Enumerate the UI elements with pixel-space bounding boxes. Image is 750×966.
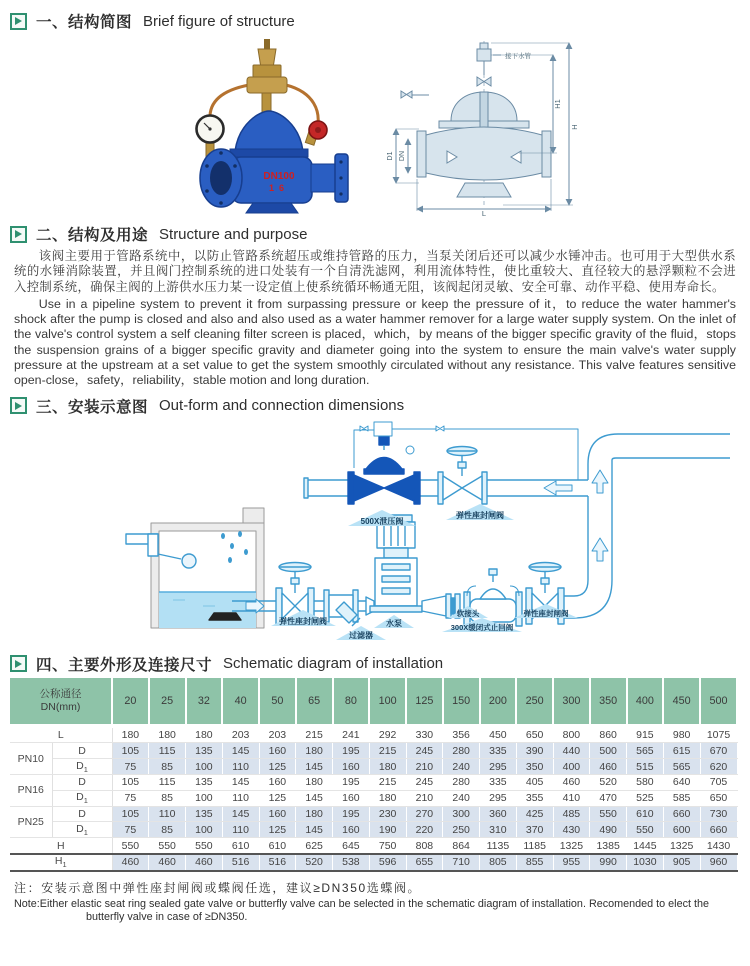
table-cell: 470 bbox=[590, 790, 627, 806]
table-cell: 580 bbox=[627, 775, 664, 791]
diagram-label: 软接头 bbox=[456, 608, 480, 618]
note-zh: 注：安装示意图中弹性座封闸阀或蝶阀任选，建议≥DN350选蝶阀。 bbox=[14, 880, 422, 895]
table-cell: 190 bbox=[369, 822, 406, 838]
table-cell: 800 bbox=[553, 726, 590, 743]
table-cell: 520 bbox=[590, 775, 627, 791]
table-cell: 105 bbox=[112, 806, 149, 822]
table-cell: 670 bbox=[700, 743, 737, 759]
table-row bbox=[10, 822, 737, 838]
table-header-cell: 32 bbox=[186, 678, 223, 726]
table-cell: 110 bbox=[222, 790, 259, 806]
table-cell: 655 bbox=[406, 854, 443, 871]
table-cell: 135 bbox=[186, 775, 223, 791]
main-riser-pipe bbox=[564, 434, 730, 618]
arrow-right-icon bbox=[15, 17, 22, 25]
table-row bbox=[10, 790, 737, 806]
section-2-title-en: Structure and purpose bbox=[159, 225, 308, 243]
table-cell: 75 bbox=[112, 759, 149, 775]
table-header-cell: 200 bbox=[480, 678, 517, 726]
section-2-header bbox=[10, 223, 738, 245]
table-cell: 650 bbox=[516, 726, 553, 743]
table-header-cell: 20 bbox=[112, 678, 149, 726]
flow-arrow-up-icon bbox=[592, 538, 608, 561]
table-cell: 115 bbox=[149, 775, 186, 791]
table-cell: 100 bbox=[186, 759, 223, 775]
red-handwheel-valve bbox=[305, 121, 327, 145]
table-cell: 210 bbox=[406, 759, 443, 775]
arrow-right-icon bbox=[15, 660, 22, 668]
installation-diagram-wrap bbox=[10, 420, 738, 651]
table-cell: 180 bbox=[112, 726, 149, 743]
section-bullet-icon bbox=[10, 397, 27, 414]
table-cell: 110 bbox=[222, 822, 259, 838]
pressure-group-cell: PN10 bbox=[10, 743, 52, 775]
table-cell: 105 bbox=[112, 743, 149, 759]
valve-base bbox=[246, 203, 298, 213]
valve-marking-dn: DN100 bbox=[263, 171, 295, 182]
param-label-cell: $D_1$ bbox=[52, 822, 112, 838]
row-label-cell: H bbox=[10, 838, 112, 854]
section-1-header bbox=[10, 10, 738, 32]
water bbox=[159, 592, 256, 628]
table-cell: 600 bbox=[663, 822, 700, 838]
drain-connection bbox=[477, 43, 501, 75]
table-row bbox=[10, 726, 737, 743]
table-corner-cell: 公称通径 DN(mm) bbox=[10, 678, 112, 726]
table-cell: 370 bbox=[516, 822, 553, 838]
purpose-paragraph-zh: 该阀主要用于管路系统中，以防止管路系统超压或维持管路的压力，当泵关闭后还可以减少水锤冲击。也可用于大型供水系统的水锤消除装置，并且阀门控制系统的进口处装有一个自清洗滤网，利用流体特性，使比重较大、直径较大的悬浮颗粒不会进入控制系统，确保主阀的上游供水压力某一设定值上使系统循环畅通无阻，该阀起闭灵敏、安全可靠、动作平稳、使用寿命长。 bbox=[14, 249, 736, 294]
row-label-cell: L bbox=[10, 726, 112, 743]
table-cell: 550 bbox=[186, 838, 223, 854]
table-cell: 160 bbox=[259, 806, 296, 822]
table-cell: 1325 bbox=[553, 838, 590, 854]
table-cell: 660 bbox=[700, 822, 737, 838]
table-cell: 125 bbox=[259, 759, 296, 775]
row-label-cell: $H_1$ bbox=[10, 854, 112, 871]
table-cell: 1030 bbox=[627, 854, 664, 871]
table-cell: 596 bbox=[369, 854, 406, 871]
table-cell: 525 bbox=[627, 790, 664, 806]
table-cell: 350 bbox=[516, 759, 553, 775]
table-cell: 550 bbox=[149, 838, 186, 854]
table-cell: 245 bbox=[406, 743, 443, 759]
table-cell: 160 bbox=[333, 790, 370, 806]
flow-arrow-left-icon bbox=[544, 481, 572, 495]
section-bullet-icon bbox=[10, 655, 27, 672]
table-cell: 250 bbox=[443, 822, 480, 838]
table-cell: 215 bbox=[369, 743, 406, 759]
table-cell: 145 bbox=[222, 775, 259, 791]
arrow-right-icon bbox=[15, 402, 22, 410]
diagram-label: 过滤器 bbox=[349, 630, 373, 640]
diagram-label: 弹性座封闸阀 bbox=[279, 616, 327, 626]
table-cell: 160 bbox=[259, 743, 296, 759]
table-cell: 515 bbox=[627, 759, 664, 775]
dim-h-label: H bbox=[570, 124, 579, 130]
table-cell: 410 bbox=[553, 790, 590, 806]
param-label-cell: D bbox=[52, 743, 112, 759]
table-cell: 270 bbox=[406, 806, 443, 822]
table-cell: 180 bbox=[296, 806, 333, 822]
table-cell: 990 bbox=[590, 854, 627, 871]
param-label-cell: D bbox=[52, 775, 112, 791]
table-header-cell: 100 bbox=[369, 678, 406, 726]
valve-sectional-drawing bbox=[387, 35, 583, 217]
table-cell: 400 bbox=[553, 759, 590, 775]
table-row bbox=[10, 806, 737, 822]
diagram-label: 水泵 bbox=[386, 618, 402, 628]
table-header-cell: 65 bbox=[296, 678, 333, 726]
table-cell: 620 bbox=[700, 759, 737, 775]
table-cell: 730 bbox=[700, 806, 737, 822]
table-cell: 85 bbox=[149, 822, 186, 838]
table-cell: 1325 bbox=[663, 838, 700, 854]
table-cell: 195 bbox=[333, 775, 370, 791]
table-header-cell: 125 bbox=[406, 678, 443, 726]
section-bullet-icon bbox=[10, 226, 27, 243]
table-cell: 425 bbox=[516, 806, 553, 822]
section-3-title-zh: 三、安装示意图 bbox=[36, 398, 149, 416]
table-cell: 75 bbox=[112, 822, 149, 838]
section-1-title-en: Brief figure of structure bbox=[143, 12, 295, 30]
table-header-cell: 80 bbox=[333, 678, 370, 726]
valve-marking-pn: 16 bbox=[268, 183, 290, 193]
drain-pipe-label: 接下水管 bbox=[505, 53, 531, 60]
table-row bbox=[10, 743, 737, 759]
table-cell: 245 bbox=[406, 775, 443, 791]
table-cell: 565 bbox=[663, 759, 700, 775]
table-cell: 550 bbox=[112, 838, 149, 854]
copper-tube-left bbox=[210, 85, 249, 119]
table-cell: 85 bbox=[149, 759, 186, 775]
table-header-cell: 25 bbox=[149, 678, 186, 726]
base-section bbox=[457, 183, 511, 197]
table-cell: 960 bbox=[700, 854, 737, 871]
table-cell: 610 bbox=[627, 806, 664, 822]
table-header-cell: 50 bbox=[259, 678, 296, 726]
section-4-title-en: Schematic diagram of installation bbox=[223, 655, 444, 673]
table-cell: 640 bbox=[663, 775, 700, 791]
diagram-label: 弹性座封闸阀 bbox=[456, 510, 504, 520]
table-cell: 75 bbox=[112, 790, 149, 806]
table-cell: 550 bbox=[627, 822, 664, 838]
table-cell: 105 bbox=[112, 775, 149, 791]
table-cell: 280 bbox=[443, 743, 480, 759]
table-cell: 100 bbox=[186, 790, 223, 806]
table-cell: 1185 bbox=[516, 838, 553, 854]
table-cell: 440 bbox=[553, 743, 590, 759]
diagram-label: 300X缓闭式止回阀 bbox=[450, 622, 514, 632]
table-cell: 360 bbox=[480, 806, 517, 822]
section-1-title-zh: 一、结构简图 bbox=[36, 14, 133, 31]
table-header-cell: 450 bbox=[663, 678, 700, 726]
table-row bbox=[10, 759, 737, 775]
table-cell: 610 bbox=[222, 838, 259, 854]
table-cell: 195 bbox=[333, 806, 370, 822]
table-header-cell: 250 bbox=[516, 678, 553, 726]
table-cell: 215 bbox=[369, 775, 406, 791]
table-cell: 85 bbox=[149, 790, 186, 806]
table-cell: 460 bbox=[149, 854, 186, 871]
table-cell: 110 bbox=[222, 759, 259, 775]
note-en: Note:Either elastic seat ring sealed gate valve or butterfly valve can be selected in the schematic diagram of installation. Recomended to elect the butterfly valve in case of ≥DN350. bbox=[14, 897, 709, 924]
table-cell: 1135 bbox=[480, 838, 517, 854]
table-cell: 405 bbox=[516, 775, 553, 791]
diagram-label: 弹性座封闸阀 bbox=[523, 608, 569, 618]
table-cell: 355 bbox=[516, 790, 553, 806]
table-cell: 195 bbox=[333, 743, 370, 759]
y-filter bbox=[324, 590, 360, 626]
table-cell: 110 bbox=[149, 806, 186, 822]
table-header-cell: 350 bbox=[590, 678, 627, 726]
table-cell: 180 bbox=[296, 775, 333, 791]
table-cell: 356 bbox=[443, 726, 480, 743]
table-header-cell: 500 bbox=[700, 678, 737, 726]
valve-body-section bbox=[417, 127, 551, 197]
pressure-group-cell: PN25 bbox=[10, 806, 52, 838]
param-label-cell: $D_1$ bbox=[52, 759, 112, 775]
valve-photo-illustration bbox=[165, 35, 373, 215]
section-3-header bbox=[10, 395, 738, 417]
flow-arrow-up-icon bbox=[592, 470, 608, 493]
table-cell: 240 bbox=[443, 759, 480, 775]
table-cell: 710 bbox=[443, 854, 480, 871]
table-cell: 500 bbox=[590, 743, 627, 759]
table-cell: 516 bbox=[259, 854, 296, 871]
table-cell: 460 bbox=[186, 854, 223, 871]
table-cell: 180 bbox=[186, 726, 223, 743]
dimension-table bbox=[10, 678, 738, 872]
table-cell: 292 bbox=[369, 726, 406, 743]
param-label-cell: D bbox=[52, 806, 112, 822]
table-cell: 335 bbox=[480, 775, 517, 791]
table-cell: 955 bbox=[553, 854, 590, 871]
table-cell: 203 bbox=[259, 726, 296, 743]
table-cell: 550 bbox=[590, 806, 627, 822]
diagram-label: 500X泄压阀 bbox=[360, 516, 404, 526]
table-cell: 330 bbox=[406, 726, 443, 743]
table-cell: 135 bbox=[186, 806, 223, 822]
table-header-cell: 300 bbox=[553, 678, 590, 726]
param-label-cell: $D_1$ bbox=[52, 790, 112, 806]
structure-figures bbox=[10, 35, 738, 219]
table-header-cell: 150 bbox=[443, 678, 480, 726]
table-cell: 145 bbox=[296, 790, 333, 806]
table-cell: 1430 bbox=[700, 838, 737, 854]
table-header-cell: 40 bbox=[222, 678, 259, 726]
table-cell: 905 bbox=[663, 854, 700, 871]
table-cell: 240 bbox=[443, 790, 480, 806]
table-cell: 650 bbox=[700, 790, 737, 806]
table-cell: 335 bbox=[480, 743, 517, 759]
table-cell: 660 bbox=[663, 806, 700, 822]
table-cell: 980 bbox=[663, 726, 700, 743]
table-cell: 180 bbox=[369, 759, 406, 775]
table-cell: 645 bbox=[333, 838, 370, 854]
table-cell: 1075 bbox=[700, 726, 737, 743]
table-cell: 460 bbox=[590, 759, 627, 775]
table-cell: 485 bbox=[553, 806, 590, 822]
section-bullet-icon bbox=[10, 13, 27, 30]
table-cell: 180 bbox=[149, 726, 186, 743]
table-cell: 520 bbox=[296, 854, 333, 871]
table-cell: 615 bbox=[663, 743, 700, 759]
table-cell: 280 bbox=[443, 775, 480, 791]
pressure-group-cell: PN16 bbox=[10, 775, 52, 807]
arrow-right-icon bbox=[15, 230, 22, 238]
table-cell: 390 bbox=[516, 743, 553, 759]
table-cell: 145 bbox=[222, 743, 259, 759]
table-cell: 125 bbox=[259, 790, 296, 806]
table-cell: 220 bbox=[406, 822, 443, 838]
table-cell: 610 bbox=[259, 838, 296, 854]
gate-valve-3 bbox=[438, 446, 487, 504]
table-cell: 295 bbox=[480, 759, 517, 775]
table-cell: 100 bbox=[186, 822, 223, 838]
table-cell: 125 bbox=[259, 822, 296, 838]
dim-d1-label: D1 bbox=[387, 151, 394, 161]
suction-bell bbox=[209, 613, 241, 620]
table-cell: 1445 bbox=[627, 838, 664, 854]
water-pump bbox=[370, 515, 422, 612]
table-cell: 295 bbox=[480, 790, 517, 806]
table-cell: 230 bbox=[369, 806, 406, 822]
table-cell: 430 bbox=[553, 822, 590, 838]
table-cell: 450 bbox=[480, 726, 517, 743]
table-cell: 860 bbox=[590, 726, 627, 743]
dim-l-label: L bbox=[481, 209, 487, 217]
table-cell: 490 bbox=[590, 822, 627, 838]
pilot-valve-symbol bbox=[436, 426, 444, 431]
installation-diagram bbox=[18, 420, 730, 651]
section-4-title-zh: 四、主要外形及连接尺寸 bbox=[36, 656, 213, 674]
table-cell: 145 bbox=[296, 759, 333, 775]
table-cell: 915 bbox=[627, 726, 664, 743]
section-4-header bbox=[10, 653, 738, 675]
table-cell: 516 bbox=[222, 854, 259, 871]
table-cell: 460 bbox=[553, 775, 590, 791]
pilot-valve bbox=[247, 39, 287, 117]
table-cell: 855 bbox=[516, 854, 553, 871]
table-cell: 145 bbox=[296, 822, 333, 838]
table-cell: 805 bbox=[480, 854, 517, 871]
table-cell: 115 bbox=[149, 743, 186, 759]
dim-h1-label: H1 bbox=[553, 99, 562, 109]
side-valve-symbol bbox=[401, 91, 412, 98]
table-cell: 203 bbox=[222, 726, 259, 743]
table-row bbox=[10, 775, 737, 791]
table-cell: 1385 bbox=[590, 838, 627, 854]
table-cell: 310 bbox=[480, 822, 517, 838]
table-cell: 180 bbox=[369, 790, 406, 806]
table-cell: 180 bbox=[296, 743, 333, 759]
table-cell: 210 bbox=[406, 790, 443, 806]
table-cell: 160 bbox=[259, 775, 296, 791]
table-row bbox=[10, 854, 737, 871]
section-2-title-zh: 二、结构及用途 bbox=[36, 227, 149, 244]
table-row bbox=[10, 838, 737, 854]
dim-dn-label: DN bbox=[399, 150, 406, 162]
table-cell: 585 bbox=[663, 790, 700, 806]
table-cell: 300 bbox=[443, 806, 480, 822]
table-header-row bbox=[10, 678, 737, 726]
table-cell: 160 bbox=[333, 759, 370, 775]
table-cell: 625 bbox=[296, 838, 333, 854]
table-cell: 215 bbox=[296, 726, 333, 743]
table-header-cell: 400 bbox=[627, 678, 664, 726]
table-cell: 808 bbox=[406, 838, 443, 854]
table-cell: 145 bbox=[222, 806, 259, 822]
table-cell: 241 bbox=[333, 726, 370, 743]
table-cell: 538 bbox=[333, 854, 370, 871]
table-cell: 750 bbox=[369, 838, 406, 854]
table-cell: 864 bbox=[443, 838, 480, 854]
table-cell: 565 bbox=[627, 743, 664, 759]
table-cell: 160 bbox=[333, 822, 370, 838]
table-cell: 705 bbox=[700, 775, 737, 791]
purpose-paragraph-en: Use in a pipeline system to prevent it from surpassing pressure or keep the pressure of it，to reduce the water hammer's shock after the pump is closed and also and also used as a water hammer remover for a large water supply system. On the inlet of the valve's control system a self cleaning filter screen is placed，which，by means of the bigger specific gravity of the fluid，stops the suspension grains of a bigger specific gravity and diameter going into the system to ensure the main valve's water supply pressure at the upstream at a set value to get the system smoothly circulated without any resistance. This valve features sensitive open-close，safety，reliability，stable motion and long duration. bbox=[14, 296, 736, 388]
table-cell: 460 bbox=[112, 854, 149, 871]
section-3-title-en: Out-form and connection dimensions bbox=[159, 397, 405, 415]
table-cell: 135 bbox=[186, 743, 223, 759]
